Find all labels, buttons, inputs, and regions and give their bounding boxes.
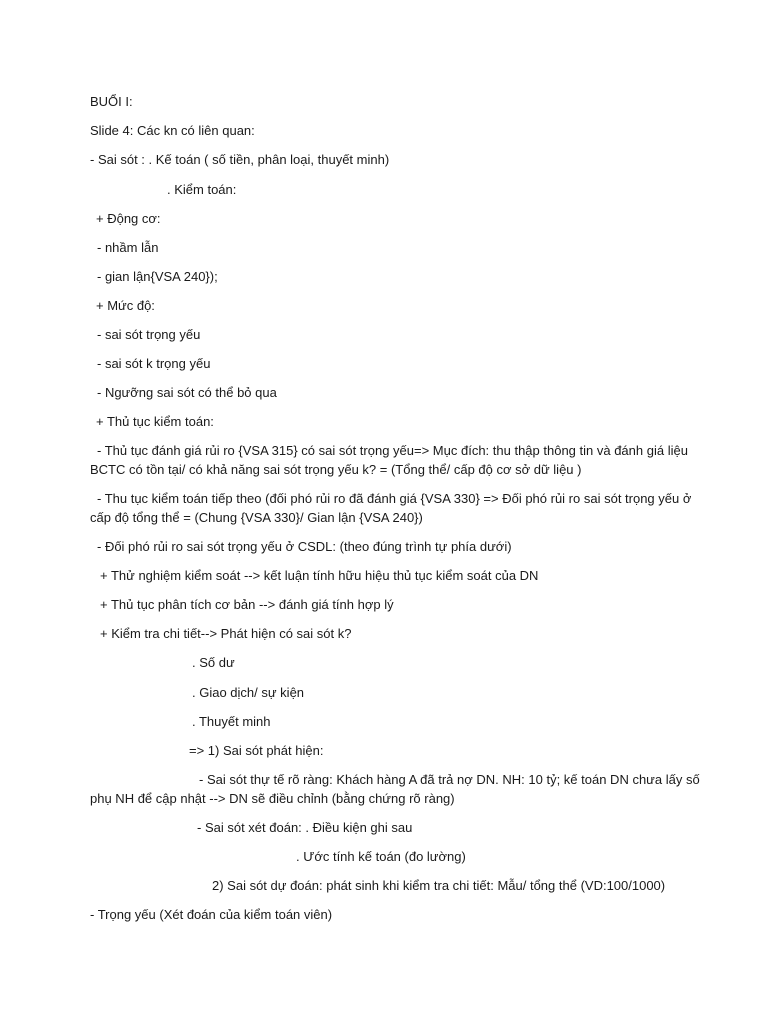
text-line: 2) Sai sót dự đoán: phát sinh khi kiểm tra chi tiết: Mẫu/ tổng thể (VD:100/1000): [212, 878, 666, 893]
text-line: . Số dư: [192, 655, 235, 670]
text-line: - Sai sót : . Kế toán ( số tiền, phân loại, thuyết minh): [90, 152, 390, 167]
text-line: - Đối phó rủi ro sai sót trọng yếu ở CSDL: (theo đúng trình tự phía dưới): [97, 539, 512, 554]
text-line: BCTC có tồn tại/ có khả năng sai sót trọng yếu k? = (Tổng thể/ cấp độ cơ sở dữ liệu ): [90, 462, 582, 477]
slide-heading: Slide 4: Các kn có liên quan:: [90, 123, 255, 138]
text-line: - nhầm lẫn: [97, 240, 159, 255]
text-line: - Ngưỡng sai sót có thể bỏ qua: [97, 385, 277, 400]
text-line: - Thủ tục đánh giá rủi ro {VSA 315} có sai sót trọng yếu=> Mục đích: thu thập thông tin và đánh giá liệu: [97, 443, 688, 458]
text-line: - Sai sót xét đoán: . Điều kiện ghi sau: [197, 820, 413, 835]
text-line: + Thử nghiệm kiểm soát --> kết luận tính hữu hiệu thủ tục kiểm soát của DN: [100, 568, 539, 583]
text-line: - Trọng yếu (Xét đoán của kiểm toán viên): [90, 907, 333, 922]
text-line: . Ước tính kế toán (đo lường): [296, 849, 466, 864]
text-line: + Mức độ:: [96, 298, 155, 313]
text-line: + Động cơ:: [96, 211, 161, 226]
text-line: + Kiểm tra chi tiết--> Phát hiện có sai sót k?: [100, 626, 352, 641]
text-line: - sai sót k trọng yếu: [97, 356, 211, 371]
text-line: . Giao dịch/ sự kiện: [192, 685, 305, 700]
text-line: . Kiểm toán:: [167, 182, 237, 197]
text-line: + Thủ tục phân tích cơ bản --> đánh giá tính hợp lý: [100, 597, 394, 612]
text-line: . Thuyết minh: [192, 714, 271, 729]
text-line: - gian lận{VSA 240});: [97, 269, 218, 284]
text-line: - Sai sót thự tế rõ ràng: Khách hàng A đã trả nợ DN. NH: 10 tỷ; kế toán DN chưa lấy số: [199, 772, 700, 787]
text-line: phụ NH để cập nhật --> DN sẽ điều chỉnh (bằng chứng rõ ràng): [90, 791, 455, 806]
text-line: cấp độ tổng thể = (Chung {VSA 330}/ Gian lận {VSA 240}): [90, 510, 423, 525]
session-heading: BUỔI I:: [90, 94, 133, 109]
text-line: - sai sót trọng yếu: [97, 327, 201, 342]
text-line: - Thu tục kiểm toán tiếp theo (đối phó rủi ro đã đánh giá {VSA 330} => Đối phó rủi ro sai sót trọng yếu ở: [97, 491, 692, 506]
text-line: + Thủ tục kiểm toán:: [96, 414, 214, 429]
text-line: => 1) Sai sót phát hiện:: [189, 743, 324, 758]
